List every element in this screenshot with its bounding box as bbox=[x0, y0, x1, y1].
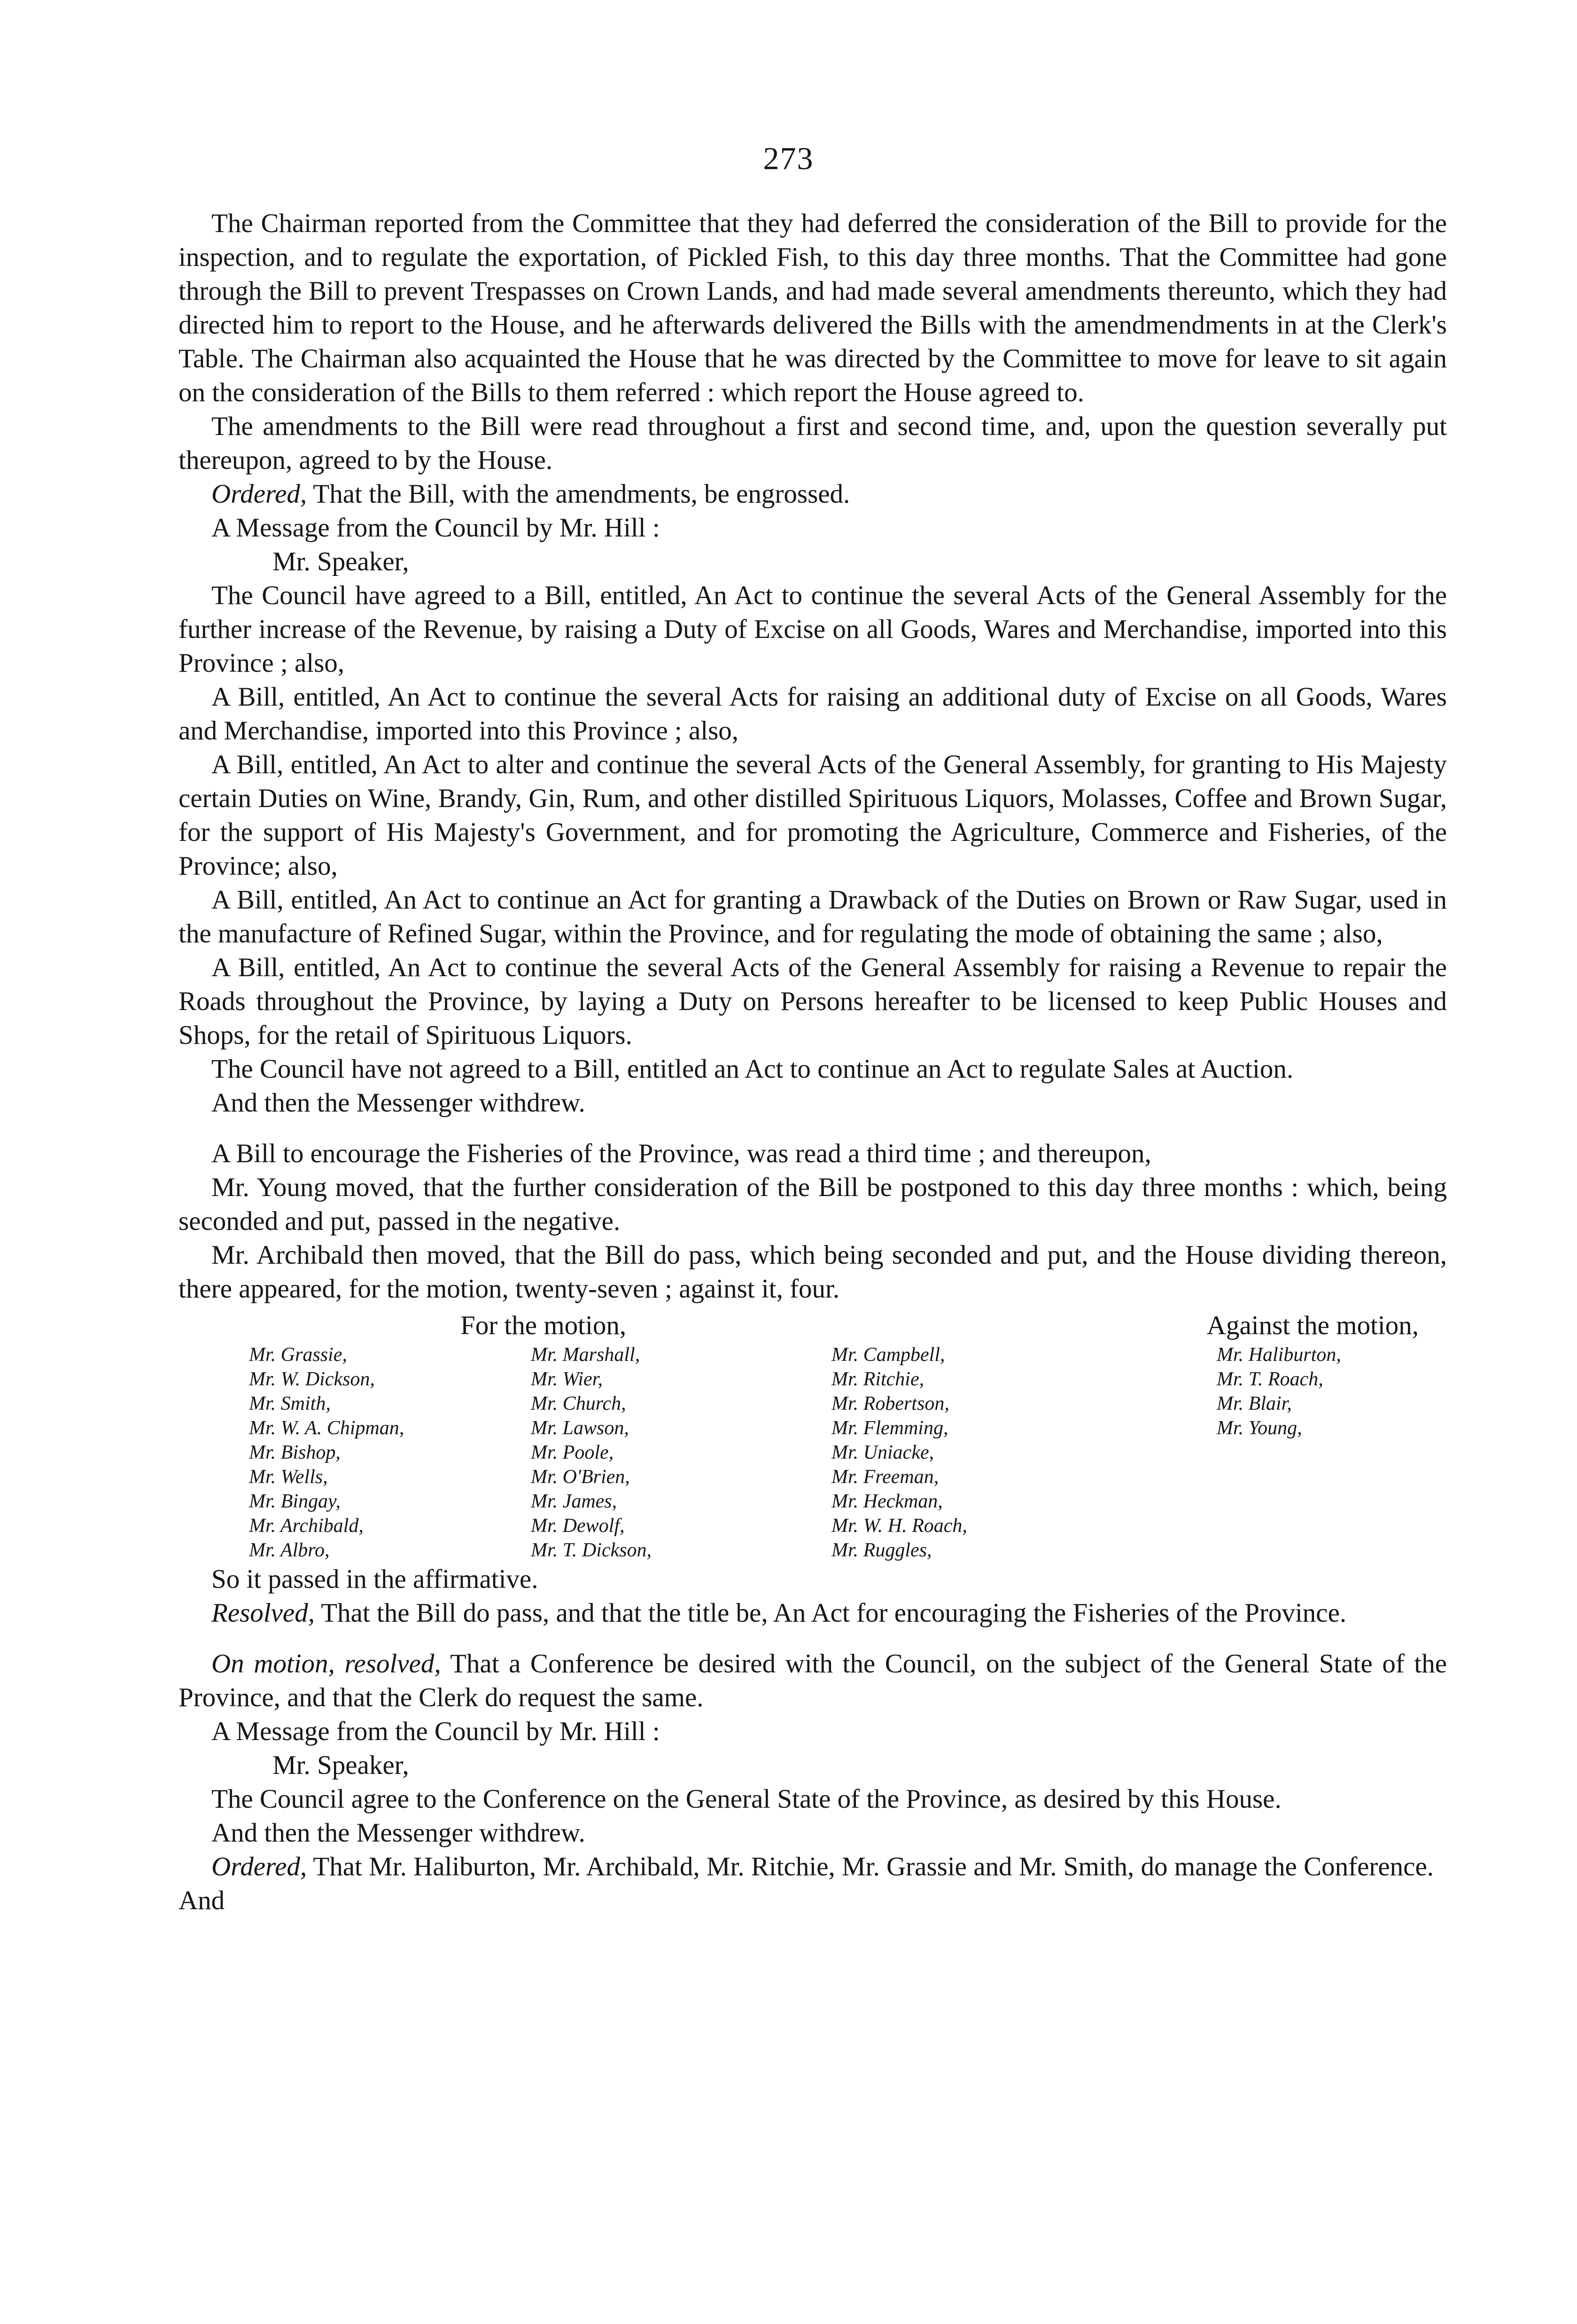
voter-name: Mr. Poole, bbox=[531, 1442, 614, 1463]
for-column-1 bbox=[249, 1343, 512, 1562]
voter-name: Mr. Haliburton, bbox=[1217, 1344, 1341, 1366]
voter-name: Mr. Lawson, bbox=[531, 1417, 629, 1439]
ordered-lead: Ordered, bbox=[211, 1852, 307, 1881]
voter-name: Mr. Bishop, bbox=[249, 1442, 341, 1463]
ordered-engrossed bbox=[179, 477, 1447, 511]
fisheries-bill: A Bill to encourage the Fisheries of the Province, was read a third time ; and thereupon, bbox=[211, 1139, 1151, 1168]
voter-name: Mr. T. Dickson, bbox=[531, 1539, 652, 1561]
passed-affirmative: So it passed in the affirmative. bbox=[211, 1564, 538, 1594]
voter-name: Mr. Campbell, bbox=[831, 1344, 945, 1366]
ordered-lead: Ordered, bbox=[211, 479, 307, 509]
voter-name: Mr. Wells, bbox=[249, 1466, 328, 1488]
message-item: And then the Messenger withdrew. bbox=[211, 1088, 585, 1118]
message-item: A Bill, entitled, An Act to continue the several Acts for raising an additional duty of Excise on all Goods, Wares and Merchandise, imported into this Province ; also, bbox=[179, 682, 1447, 746]
conference-text: That a Conference be desired with the Council, on the subject of the General State of the Province, and that the Clerk do request the same. bbox=[179, 1649, 1447, 1712]
ordered-managers bbox=[179, 1850, 1447, 1884]
message-intro: A Message from the Council by Mr. Hill : bbox=[211, 1717, 660, 1746]
archibald-motion: Mr. Archibald then moved, that the Bill do pass, which being seconded and put, and the House dividing thereon, there appeared, for the motion, twenty-seven ; against it, four. bbox=[179, 1240, 1447, 1304]
voter-name: Mr. Archibald, bbox=[249, 1515, 364, 1537]
resolved-title bbox=[179, 1596, 1447, 1630]
for-motion-label: For the motion, bbox=[460, 1311, 627, 1340]
voter-name: Mr. Ruggles, bbox=[831, 1539, 932, 1561]
resolved-text: That the Bill do pass, and that the title be, An Act for encouraging the Fisheries of the Province. bbox=[314, 1598, 1347, 1628]
against-motion-label: Against the motion, bbox=[1206, 1311, 1419, 1340]
voter-name: Mr. Dewolf, bbox=[531, 1515, 625, 1537]
conference-lead: On motion, resolved, bbox=[211, 1649, 441, 1679]
message-item: The Council agree to the Conference on the General State of the Province, as desired by this House. bbox=[211, 1784, 1282, 1814]
ordered-text: That Mr. Haliburton, Mr. Archibald, Mr. Ritchie, Mr. Grassie and Mr. Smith, do manage the Conference. bbox=[307, 1852, 1434, 1881]
page-body bbox=[179, 207, 1447, 1918]
voter-name: Mr. Grassie, bbox=[249, 1344, 347, 1366]
voter-name: Mr. Bingay, bbox=[249, 1491, 341, 1512]
voter-name: Mr. Marshall, bbox=[531, 1344, 640, 1366]
voter-name: Mr. Smith, bbox=[249, 1393, 331, 1415]
voter-name: Mr. Ritchie, bbox=[831, 1368, 924, 1390]
paragraph-chairman-report: The Chairman reported from the Committee that they had deferred the consideration of the Bill to provide for the inspection, and to regulate the exportation, of Pickled Fish, to this day three months. That the Committee had gone through the Bill to prevent Trespasses on Crown Lands, and had made several amendments thereunto, which they had directed him to report to the House, and he afterwards delivered the Bills with the amendmendments in at the Clerk's Table. The Chairman also acquainted the House that he was directed by the Committee to move for leave to sit again on the consideration of the Bills to them referred : which report the House agreed to. bbox=[179, 209, 1447, 407]
voter-name: Mr. W. H. Roach, bbox=[831, 1515, 967, 1537]
voter-name: Mr. O'Brien, bbox=[531, 1466, 630, 1488]
ordered-text: That the Bill, with the amendments, be engrossed. bbox=[307, 479, 850, 509]
message-speaker: Mr. Speaker, bbox=[272, 547, 409, 576]
message-item: And then the Messenger withdrew. bbox=[211, 1818, 585, 1848]
voter-name: Mr. Heckman, bbox=[831, 1491, 943, 1512]
voter-name: Mr. Young, bbox=[1217, 1417, 1302, 1439]
page-number: 273 bbox=[763, 140, 814, 176]
message-item: The Council have agreed to a Bill, entitled, An Act to continue the several Acts of the General Assembly for the further increase of the Revenue, by raising a Duty of Excise on all Goods, Wares and Merchandise, imported into this Province ; also, bbox=[179, 581, 1447, 678]
voter-name: Mr. Albro, bbox=[249, 1539, 330, 1561]
voter-name: Mr. James, bbox=[531, 1491, 617, 1512]
voter-name: Mr. Freeman, bbox=[831, 1466, 939, 1488]
message-item: The Council have not agreed to a Bill, entitled an Act to continue an Act to regulate Sales at Auction. bbox=[211, 1054, 1294, 1084]
message-item: A Bill, entitled, An Act to continue the several Acts of the General Assembly for raising a Revenue to repair the Roads throughout the Province, by laying a Duty on Persons hereafter to be licensed to keep Public Houses and Shops, for the retail of Spirituous Liquors. bbox=[179, 953, 1447, 1050]
message-item: A Bill, entitled, An Act to continue an Act for granting a Drawback of the Duties on Brown or Raw Sugar, used in the manufacture of Refined Sugar, within the Province, and for regulating the mode of obtaining the same ; also, bbox=[179, 885, 1447, 948]
conference-motion bbox=[179, 1647, 1447, 1715]
for-column-2 bbox=[531, 1343, 813, 1562]
voter-name: Mr. W. A. Chipman, bbox=[249, 1417, 404, 1439]
voter-name: Mr. W. Dickson, bbox=[249, 1368, 375, 1390]
message-intro: A Message from the Council by Mr. Hill : bbox=[211, 513, 660, 543]
message-item: A Bill, entitled, An Act to alter and continue the several Acts of the General Assembly, for granting to His Majesty certain Duties on Wine, Brandy, Gin, Rum, and other distilled Spirituous Liquors, Molasses, Coffee and Brown Sugar, for the support of His Majesty's Government, and for promoting the Agriculture, Commerce and Fisheries, of the Province; also, bbox=[179, 750, 1447, 881]
division-headings bbox=[179, 1309, 1447, 1343]
catchword: And bbox=[179, 1886, 225, 1915]
message-speaker: Mr. Speaker, bbox=[272, 1750, 409, 1780]
paragraph-amendments: The amendments to the Bill were read throughout a first and second time, and, upon the question severally put thereupon, agreed to by the House. bbox=[179, 412, 1447, 475]
resolved-lead: Resolved, bbox=[211, 1598, 315, 1628]
voter-name: Mr. Robertson, bbox=[831, 1393, 949, 1415]
voter-name: Mr. Blair, bbox=[1217, 1393, 1292, 1415]
division-list bbox=[249, 1343, 1447, 1562]
voter-name: Mr. Uniacke, bbox=[831, 1442, 934, 1463]
young-motion: Mr. Young moved, that the further consideration of the Bill be postponed to this day three months : which, being seconded and put, passed in the negative. bbox=[179, 1173, 1447, 1236]
voter-name: Mr. Flemming, bbox=[831, 1417, 948, 1439]
for-column-3 bbox=[831, 1343, 1198, 1562]
against-column bbox=[1217, 1343, 1499, 1562]
voter-name: Mr. Church, bbox=[531, 1393, 626, 1415]
voter-name: Mr. T. Roach, bbox=[1217, 1368, 1323, 1390]
voter-name: Mr. Wier, bbox=[531, 1368, 603, 1390]
